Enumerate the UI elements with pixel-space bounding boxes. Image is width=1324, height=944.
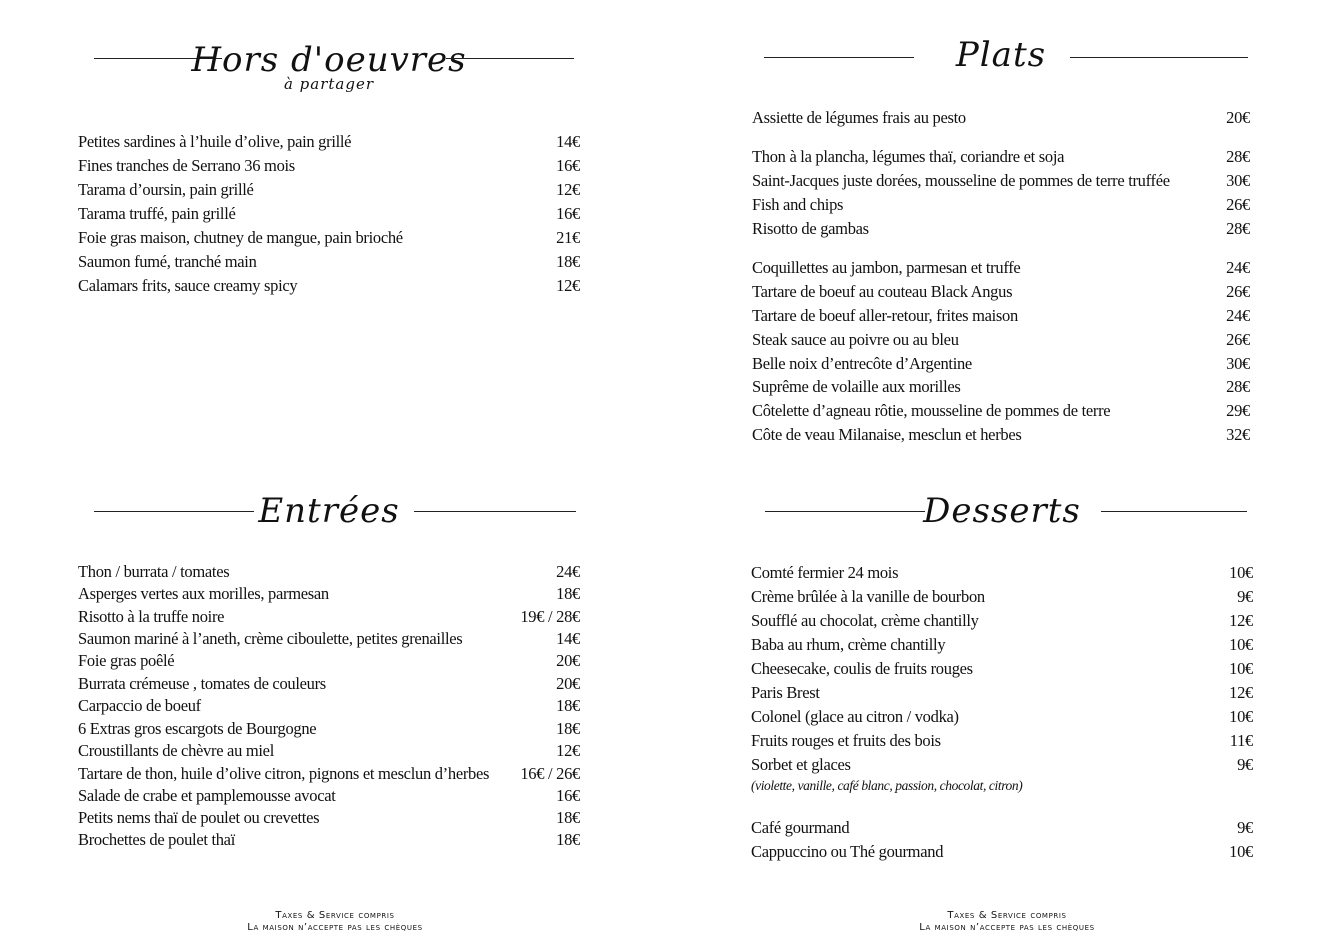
list-item	[752, 218, 1250, 240]
item-price: 10€	[1229, 707, 1253, 726]
item-name: Comté fermier 24 mois	[751, 563, 899, 582]
entrees-title: Entrées	[258, 491, 400, 531]
item-price: 18€	[556, 696, 580, 715]
list-item	[78, 807, 580, 829]
item-price: 30€	[1226, 354, 1250, 373]
item-name: Belle noix d’entrecôte d’Argentine	[752, 354, 972, 373]
entrees-heading	[78, 486, 580, 546]
item-name: Baba au rhum, crème chantilly	[751, 635, 946, 654]
item-price: 32€	[1226, 425, 1250, 444]
desserts-heading	[751, 486, 1253, 546]
sorbet-flavours-note: (violette, vanille, café blanc, passion, chocolat, citron)	[751, 778, 1023, 793]
list-item	[78, 227, 580, 249]
list-item	[78, 673, 580, 695]
item-price: 20€	[556, 651, 580, 670]
item-price: 12€	[1229, 683, 1253, 702]
item-name: Tarama d’oursin, pain grillé	[78, 180, 254, 199]
item-price: 28€	[1226, 219, 1250, 238]
item-price: 28€	[1226, 147, 1250, 166]
list-item	[752, 170, 1250, 192]
list-item	[752, 424, 1250, 446]
item-price: 19€ / 28€	[520, 607, 580, 626]
item-price: 30€	[1226, 171, 1250, 190]
list-item	[78, 740, 580, 762]
desserts-section	[751, 486, 1253, 866]
item-name: Brochettes de poulet thaï	[78, 830, 235, 849]
list-item	[78, 131, 580, 153]
item-price: 26€	[1226, 330, 1250, 349]
item-name: Risotto de gambas	[752, 219, 869, 238]
item-name: Salade de crabe et pamplemousse avocat	[78, 786, 336, 805]
list-item	[752, 305, 1250, 327]
item-name: Sorbet et glaces	[751, 755, 851, 774]
list-item	[752, 329, 1250, 351]
list-item	[751, 817, 1253, 839]
list-item	[78, 628, 580, 650]
list-item	[751, 841, 1253, 863]
item-price: 18€	[556, 584, 580, 603]
item-price: 21€	[556, 228, 580, 247]
item-price: 10€	[1229, 635, 1253, 654]
item-price: 16€ / 26€	[520, 764, 580, 783]
plats-title: Plats	[955, 35, 1047, 75]
list-item	[752, 400, 1250, 422]
item-name: Côte de veau Milanaise, mesclun et herbes	[752, 425, 1022, 444]
item-price: 10€	[1229, 842, 1253, 861]
item-name: Petites sardines à l’huile d’olive, pain grillé	[78, 132, 352, 151]
list-item	[78, 561, 580, 583]
footer-cheques-line: La maison n’accepte pas les chèques	[919, 922, 1095, 933]
list-item	[751, 754, 1253, 776]
hors-doeuvres-section	[78, 30, 580, 310]
list-item	[78, 203, 580, 225]
item-name: Crème brûlée à la vanille de bourbon	[751, 587, 985, 606]
item-name: Tartare de thon, huile d’olive citron, pignons et mesclun d’herbes	[78, 764, 490, 783]
hors-doeuvres-subtitle: à partager	[283, 75, 375, 93]
hors-doeuvres-title: Hors d'oeuvres	[191, 40, 467, 80]
list-item	[752, 107, 1250, 129]
item-name: Tartare de boeuf aller-retour, frites maison	[752, 306, 1018, 325]
item-price: 16€	[556, 786, 580, 805]
item-name: Tarama truffé, pain grillé	[78, 204, 236, 223]
list-item	[751, 634, 1253, 656]
item-name: Burrata crémeuse , tomates de couleurs	[78, 674, 326, 693]
list-item	[78, 583, 580, 605]
list-item	[751, 682, 1253, 704]
footer-right	[852, 910, 1162, 934]
item-price: 18€	[556, 719, 580, 738]
item-name: Foie gras maison, chutney de mangue, pain brioché	[78, 228, 403, 247]
item-price: 24€	[1226, 306, 1250, 325]
list-item	[78, 785, 580, 807]
list-item	[752, 353, 1250, 375]
heading-rule-right	[446, 58, 574, 59]
footer-taxes-line: Taxes & Service compris	[275, 910, 395, 921]
item-name: Asperges vertes aux morilles, parmesan	[78, 584, 329, 603]
list-item	[78, 275, 580, 297]
list-item	[752, 376, 1250, 398]
item-name: Saumon fumé, tranché main	[78, 252, 257, 271]
item-price: 9€	[1237, 755, 1253, 774]
item-name: Soufflé au chocolat, crème chantilly	[751, 611, 979, 630]
item-price: 18€	[556, 252, 580, 271]
list-item	[78, 606, 580, 628]
item-name: Saint-Jacques juste dorées, mousseline de pommes de terre truffée	[752, 171, 1170, 190]
list-item	[78, 695, 580, 717]
footer-cheques-line: La maison n’accepte pas les chèques	[247, 922, 423, 933]
list-item	[751, 562, 1253, 584]
entrees-section	[78, 486, 580, 856]
list-item	[751, 658, 1253, 680]
list-item	[78, 251, 580, 273]
footer-left	[180, 910, 490, 934]
desserts-title: Desserts	[923, 491, 1081, 531]
item-price: 12€	[556, 276, 580, 295]
item-name: Côtelette d’agneau rôtie, mousseline de pommes de terre	[752, 401, 1111, 420]
item-price: 12€	[556, 741, 580, 760]
item-name: Fish and chips	[752, 195, 844, 214]
item-name: Carpaccio de boeuf	[78, 696, 201, 715]
item-name: Thon à la plancha, légumes thaï, coriandre et soja	[752, 147, 1065, 166]
item-name: Thon / burrata / tomates	[78, 562, 230, 581]
item-price: 12€	[1229, 611, 1253, 630]
list-item	[751, 706, 1253, 728]
item-price: 10€	[1229, 659, 1253, 678]
item-price: 18€	[556, 808, 580, 827]
item-name: Petits nems thaï de poulet ou crevettes	[78, 808, 320, 827]
item-name: Assiette de légumes frais au pesto	[752, 108, 966, 127]
item-name: Risotto à la truffe noire	[78, 607, 225, 626]
footer-taxes-line: Taxes & Service compris	[947, 910, 1067, 921]
item-name: Saumon mariné à l’aneth, crème ciboulette, petites grenailles	[78, 629, 463, 648]
list-item	[751, 730, 1253, 752]
item-name: Coquillettes au jambon, parmesan et truffe	[752, 258, 1021, 277]
item-price: 10€	[1229, 563, 1253, 582]
item-name: Calamars frits, sauce creamy spicy	[78, 276, 298, 295]
item-name: Suprême de volaille aux morilles	[752, 377, 961, 396]
list-item	[78, 763, 580, 785]
item-price: 11€	[1229, 731, 1253, 750]
item-price: 20€	[556, 674, 580, 693]
item-name: Tartare de boeuf au couteau Black Angus	[752, 282, 1013, 301]
item-price: 16€	[556, 156, 580, 175]
item-price: 26€	[1226, 195, 1250, 214]
item-name: Cheesecake, coulis de fruits rouges	[751, 659, 973, 678]
item-price: 28€	[1226, 377, 1250, 396]
item-name: Fines tranches de Serrano 36 mois	[78, 156, 295, 175]
item-name: Fruits rouges et fruits des bois	[751, 731, 941, 750]
list-item	[751, 586, 1253, 608]
item-price: 14€	[556, 629, 580, 648]
heading-rule-right	[1070, 57, 1248, 58]
item-price: 14€	[556, 132, 580, 151]
hors-doeuvres-heading	[78, 30, 580, 93]
item-price: 9€	[1237, 587, 1253, 606]
list-item	[78, 829, 580, 851]
list-item	[752, 146, 1250, 168]
item-price: 18€	[556, 830, 580, 849]
list-item	[752, 194, 1250, 216]
item-price: 12€	[556, 180, 580, 199]
list-item	[752, 257, 1250, 279]
item-price: 20€	[1226, 108, 1250, 127]
item-price: 24€	[556, 562, 580, 581]
item-name: Paris Brest	[751, 683, 820, 702]
list-item	[78, 155, 580, 177]
item-name: Cappuccino ou Thé gourmand	[751, 842, 944, 861]
item-name: Foie gras poêlé	[78, 651, 175, 670]
item-price: 24€	[1226, 258, 1250, 277]
list-item	[78, 718, 580, 740]
item-name: Croustillants de chèvre au miel	[78, 741, 274, 760]
item-name: Colonel (glace au citron / vodka)	[751, 707, 959, 726]
item-price: 26€	[1226, 282, 1250, 301]
plats-section	[752, 30, 1250, 450]
plats-heading	[752, 30, 1250, 90]
item-price: 29€	[1226, 401, 1250, 420]
list-item	[752, 281, 1250, 303]
heading-rule-right	[1101, 511, 1247, 512]
item-name: Steak sauce au poivre ou au bleu	[752, 330, 959, 349]
item-name: Café gourmand	[751, 818, 850, 837]
item-name: 6 Extras gros escargots de Bourgogne	[78, 719, 317, 738]
heading-rule-right	[414, 511, 576, 512]
list-item	[78, 179, 580, 201]
list-item	[78, 650, 580, 672]
item-price: 16€	[556, 204, 580, 223]
item-price: 9€	[1237, 818, 1253, 837]
list-item	[751, 610, 1253, 632]
